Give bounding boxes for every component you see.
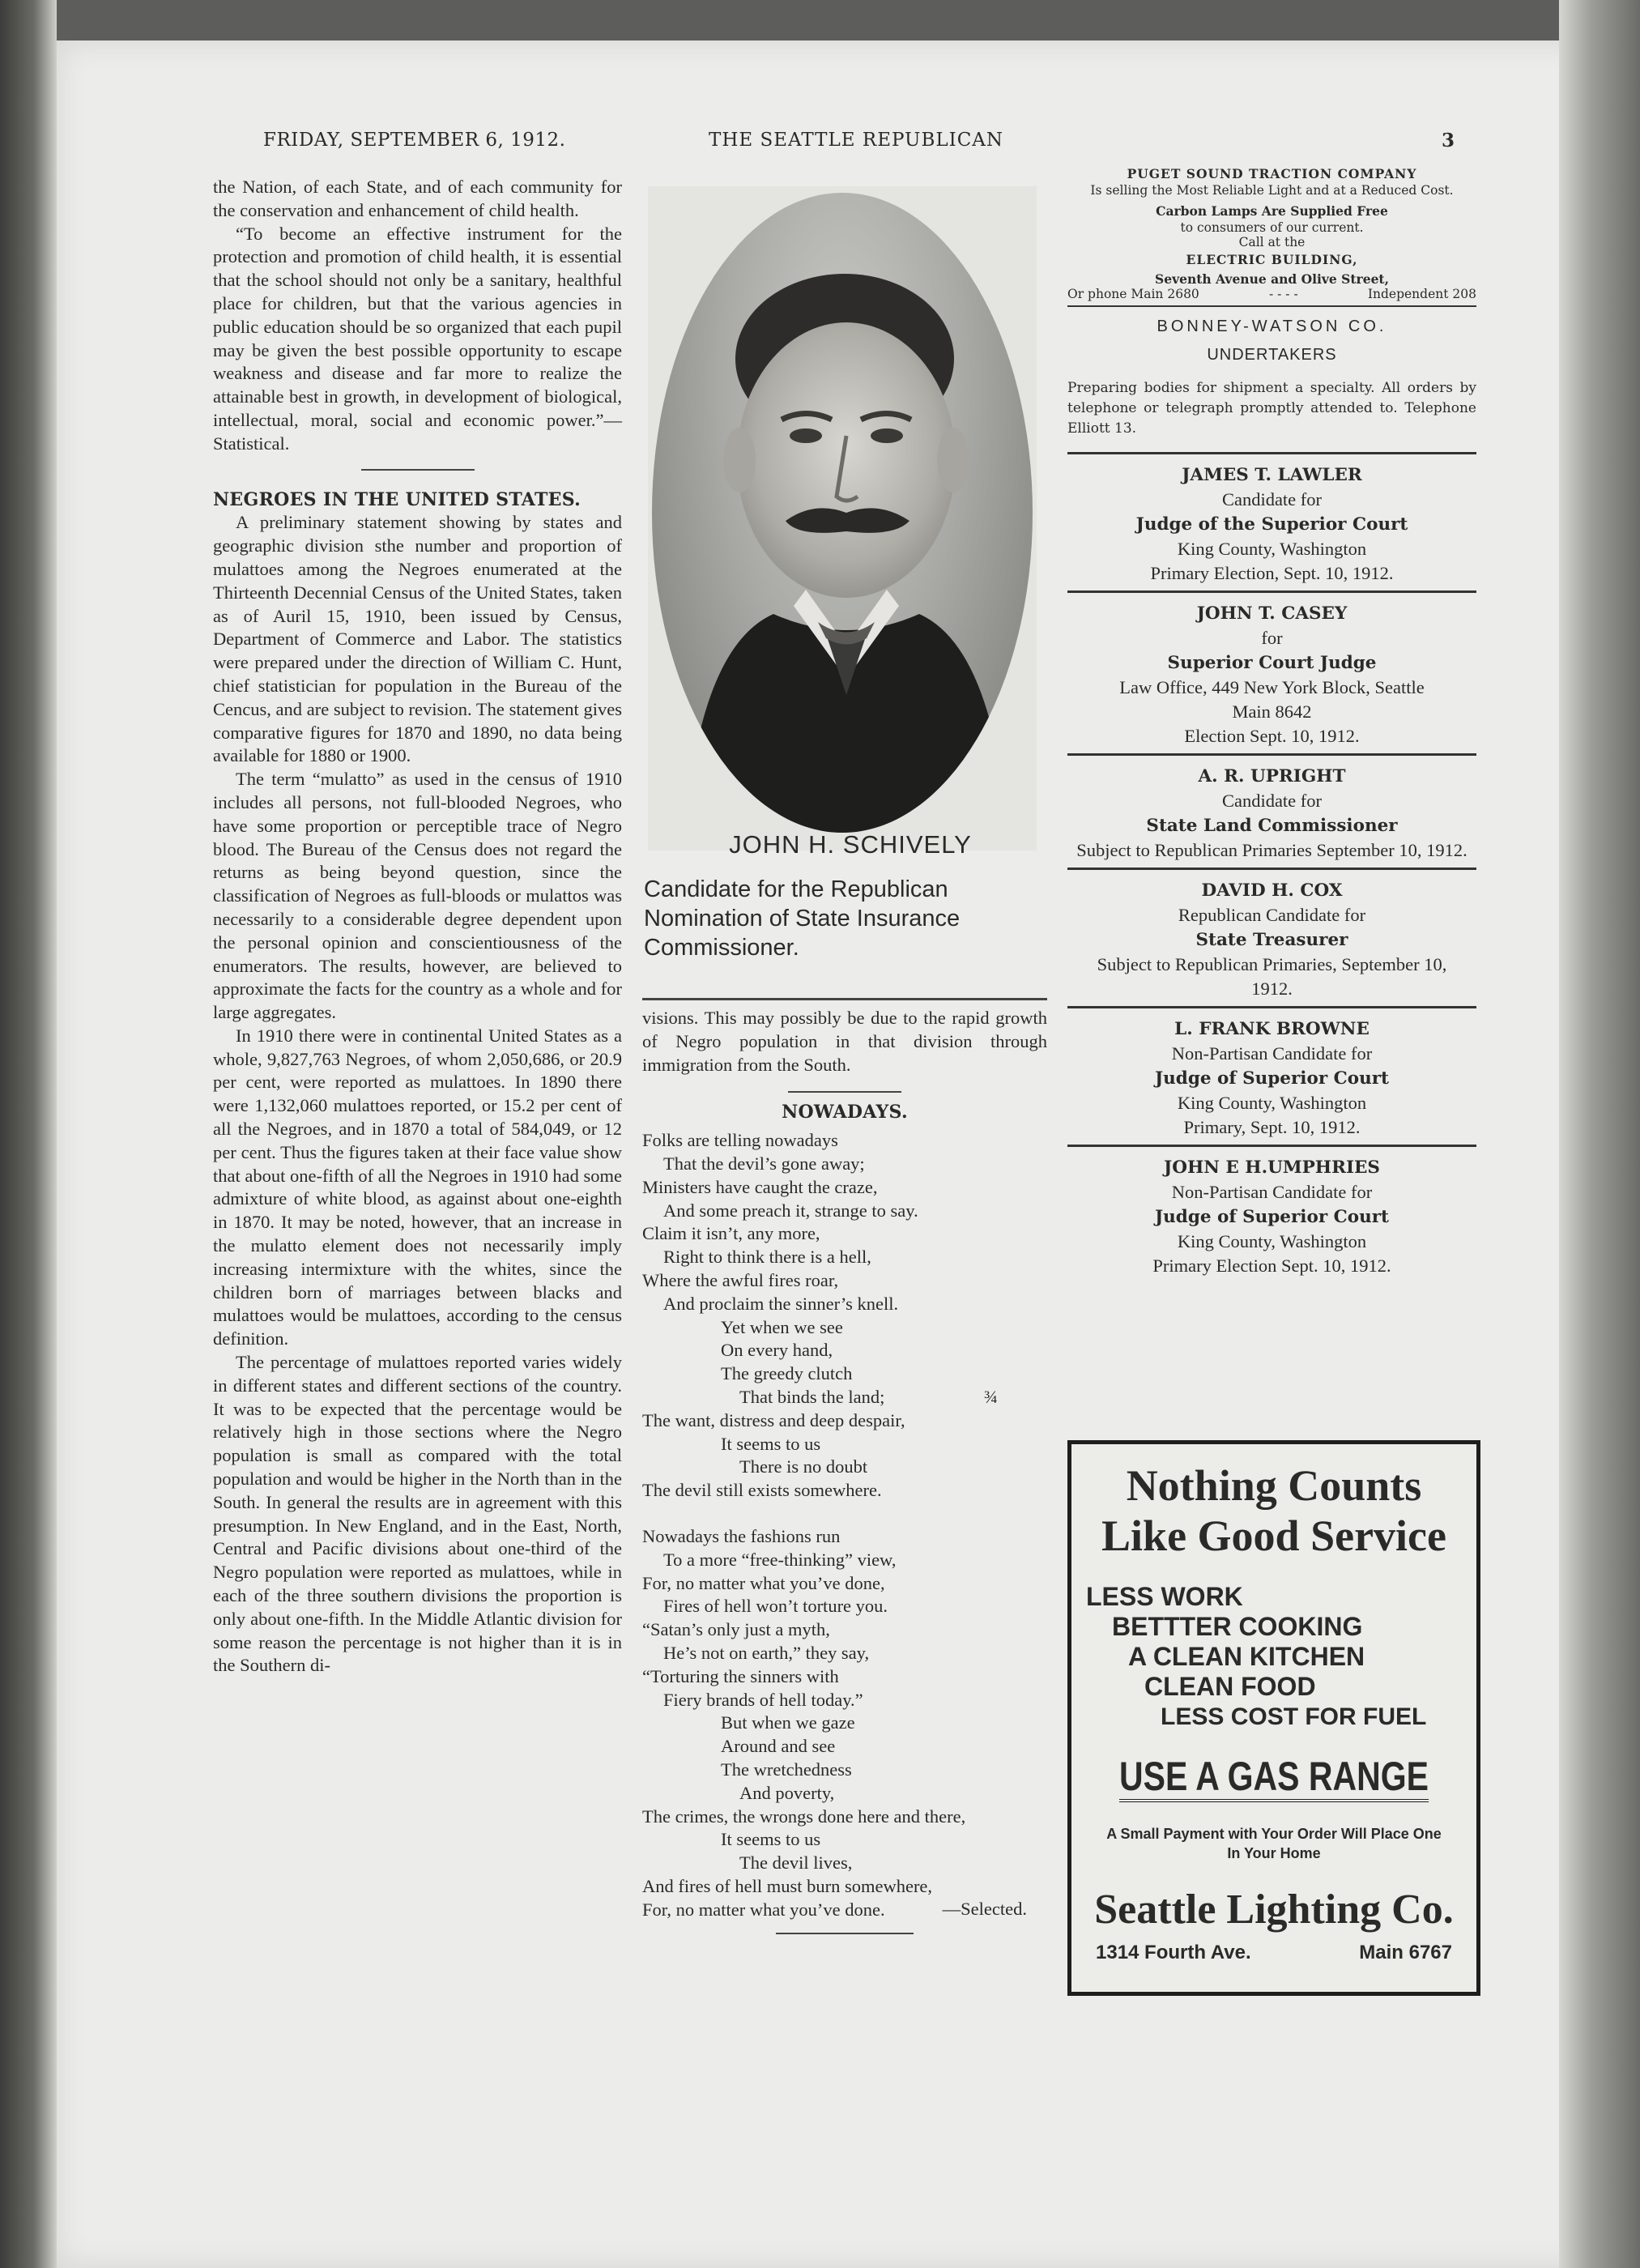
divider bbox=[361, 469, 475, 471]
ad-footer bbox=[1080, 1942, 1468, 1964]
candidate-office: Judge of Superior Court bbox=[1155, 1206, 1389, 1227]
ad-list-item: BETTTER COOKING bbox=[1112, 1612, 1363, 1641]
photo-caption-name: JOHN H. SCHIVELY bbox=[729, 830, 972, 859]
ad-list-item: LESS COST FOR FUEL bbox=[1161, 1703, 1427, 1730]
poem-line: Yet when we see bbox=[721, 1316, 843, 1337]
candidate-card bbox=[1067, 1155, 1476, 1278]
candidate-line: Subject to Republican Primaries, September 10, 1912. bbox=[1097, 953, 1447, 999]
page-number: 3 bbox=[1442, 130, 1455, 151]
bonney-subtitle: UNDERTAKERS bbox=[1207, 345, 1337, 364]
ad-inner bbox=[1071, 1444, 1476, 1964]
poem-line: And some preach it, strange to say. bbox=[663, 1200, 918, 1221]
poem-line: And poverty, bbox=[739, 1782, 835, 1803]
portrait-illustration bbox=[652, 193, 1033, 833]
ad-list-item: CLEAN FOOD bbox=[1144, 1672, 1316, 1701]
traction-line: to consumers of our current. bbox=[1180, 220, 1364, 235]
poem-line: Ministers have caught the craze, bbox=[642, 1176, 878, 1197]
poem-line: That the devil’s gone away; bbox=[663, 1153, 865, 1174]
divider bbox=[788, 1091, 901, 1093]
article-paragraph: A preliminary statement showing by states and geographic division sthe number and proportion of mulattoes among the Negroes enumerated at the Thirteenth Decennial Census of the United States, taken as of Auril 15, 1910, been issued by Census, Department of Commerce and Labor. The statistics were prepared under the direction of William C. Hunt, chief statistician for population in the Bureau of the Cencus, and are subject to revision. The statement gives comparative figures for 1870 and 1890, no data being available for 1880 or 1900. bbox=[213, 512, 622, 766]
bonney-body: Preparing bodies for shipment a specialty. All orders by telephone or telegraph promptly attended to. Telephone Elliott 13. bbox=[1067, 379, 1476, 437]
poem-line: It seems to us bbox=[721, 1433, 821, 1454]
candidate-line: Primary Election, Sept. 10, 1912. bbox=[1150, 562, 1394, 583]
candidate-name: JAMES T. LAWLER bbox=[1182, 464, 1362, 485]
candidate-name: L. FRANK BROWNE bbox=[1174, 1018, 1370, 1039]
poem-line: The wretchedness bbox=[721, 1759, 852, 1780]
poem-line: Fires of hell won’t torture you. bbox=[663, 1596, 888, 1617]
candidate-office: State Treasurer bbox=[1195, 929, 1348, 950]
ad-list-item: A CLEAN KITCHEN bbox=[1128, 1642, 1365, 1671]
ad-headline: Like Good Service bbox=[1101, 1511, 1446, 1560]
article-paragraph: In 1910 there were in continental United States as a whole, 9,827,763 Negroes, of whom 2,050,686, or 20.9 per cent, were reported as mulattoes. In 1890 there were 1,132,060 mulattoes reported, or 15.2 per cent of all the Negroes, and in 1870 a total of 584,049, or 12 per cent. Thus the figures taken at their face value show that about one-fifth of all the Negroes in 1910 had some admixture of white blood, as against about one-eighth in 1870. It may be noted, however, that an increase in the mulatto element does not necessarily imply increasing intermixture with the whites, since the children born of marriages between blacks and mulattoes would be mulattoes, according to the census definition. bbox=[213, 1025, 622, 1349]
poem-line: Claim it isn’t, any more, bbox=[642, 1223, 820, 1244]
candidate-office: State Land Commissioner bbox=[1146, 815, 1398, 836]
ad-list bbox=[1080, 1582, 1468, 1732]
candidate-line: Candidate for bbox=[1221, 488, 1323, 509]
ad-company-name: Seattle Lighting Co. bbox=[1094, 1886, 1454, 1933]
candidate-line: Non-Partisan Candidate for bbox=[1171, 1042, 1373, 1064]
divider bbox=[776, 1933, 914, 1934]
poem-stanza bbox=[642, 1525, 1047, 1922]
poem-line: He’s not on earth,” they say, bbox=[663, 1642, 870, 1663]
portrait-photo bbox=[648, 186, 1037, 850]
candidate-line: King County, Washington bbox=[1177, 1092, 1367, 1113]
candidate-line: Law Office, 449 New York Block, Seattle bbox=[1119, 676, 1425, 697]
divider bbox=[1067, 753, 1476, 756]
divider bbox=[1067, 452, 1476, 454]
candidate-line: Candidate for bbox=[1221, 790, 1323, 811]
poem-line: And fires of hell must burn somewhere, bbox=[642, 1875, 933, 1896]
traction-line: Is selling the Most Reliable Light and at a Reduced Cost. bbox=[1090, 183, 1454, 198]
masthead-paper-title: THE SEATTLE REPUBLICAN bbox=[709, 130, 1004, 151]
poem-line-text: That binds the land; bbox=[739, 1386, 885, 1407]
divider bbox=[1067, 1145, 1476, 1147]
poem-line: The want, distress and deep despair, bbox=[642, 1409, 905, 1430]
candidate-line: Subject to Republican Primaries September 10, 1912. bbox=[1076, 839, 1467, 860]
divider bbox=[1067, 868, 1476, 870]
phone-dashes: - - - - bbox=[1268, 287, 1298, 301]
poem-line: The devil still exists somewhere. bbox=[642, 1480, 882, 1501]
divider bbox=[1067, 1006, 1476, 1008]
poem-line: Where the awful fires roar, bbox=[642, 1269, 839, 1290]
poem-line: On every hand, bbox=[721, 1340, 833, 1361]
candidate-line: for bbox=[1261, 627, 1283, 648]
candidate-card bbox=[1067, 463, 1476, 586]
poem-attribution: —Selected. bbox=[942, 1899, 1027, 1920]
phone-main: Or phone Main 2680 bbox=[1067, 287, 1199, 301]
portrait-oval bbox=[652, 193, 1033, 833]
poem-line: But when we gaze bbox=[721, 1712, 855, 1733]
article-paragraph: The term “mulatto” as used in the census of 1910 includes all persons, not full-blooded Negroes, who have some proportion or perceptible trace of Negro blood. The Bureau of the Census does not regard the returns as being beyond question, since the classification of Negroes as full-bloods or mulattos was necessarily to a considerable degree dependent upon the personal opinion and conscientiousness of the enumerators. The results, however, are believed to approximate the facts for the country as a whole and for large aggregates. bbox=[213, 769, 622, 1023]
candidate-line: Primary, Sept. 10, 1912. bbox=[1183, 1116, 1361, 1137]
candidate-card bbox=[1067, 601, 1476, 748]
poem-line: “Satan’s only just a myth, bbox=[642, 1619, 830, 1640]
traction-ad bbox=[1067, 166, 1476, 301]
poem-title: NOWADAYS. bbox=[782, 1102, 908, 1123]
traction-phone-line bbox=[1067, 288, 1476, 301]
divider bbox=[1067, 305, 1476, 307]
poem-line: The crimes, the wrongs done here and there, bbox=[642, 1805, 966, 1827]
middle-column bbox=[642, 998, 1047, 1934]
poem-line: For, no matter what you’ve done, bbox=[642, 1572, 885, 1593]
poem-line: There is no doubt bbox=[739, 1456, 868, 1477]
traction-line: Seventh Avenue and Olive Street, bbox=[1155, 271, 1389, 287]
poem-line: Fiery brands of hell today.” bbox=[663, 1689, 863, 1710]
article-paragraph: The percentage of mulattoes reported varies widely in different states and different sections of the country. It was to be expected that the percentage would be relatively high in those sections where the Negro population is small as compared with the total population and would be higher in the North than in the South. In general the results are in agreement with this presumption. In New England, and in the East, North, Central and Pacific divisions about one-third of the Negro population were reported as mulattoes, while in each of the three southern divisions the proportion is only about one-fifth. In the Middle Atlantic division for some reason the percentage is not higher than it is in the Southern di- bbox=[213, 1352, 622, 1676]
masthead-date: FRIDAY, SEPTEMBER 6, 1912. bbox=[263, 130, 566, 151]
article-heading: NEGROES IN THE UNITED STATES. bbox=[213, 488, 581, 510]
ad-address: 1314 Fourth Ave. bbox=[1096, 1942, 1251, 1963]
article-paragraph: “To become an effective instrument for the protection and promotion of child health, it is essential that the school should not only be a sanitary, healthful place for children, but that the various agencies in public education should be so organized that each pupil may be given the best possible opportunity to escape weakness and disease and far more to realize the attainable best in growth, in development of biological, intellectual, moral, social and economic power.”—Statistical. bbox=[213, 223, 622, 454]
ad-list-item: LESS WORK bbox=[1086, 1582, 1243, 1611]
candidate-office: Judge of Superior Court bbox=[1155, 1068, 1389, 1089]
candidate-name: A. R. UPRIGHT bbox=[1198, 765, 1346, 787]
candidate-card bbox=[1067, 1017, 1476, 1140]
poem-line: Right to think there is a hell, bbox=[663, 1247, 871, 1268]
candidate-card bbox=[1067, 878, 1476, 1001]
candidate-line: Main 8642 bbox=[1232, 701, 1312, 722]
candidate-line: Primary Election Sept. 10, 1912. bbox=[1152, 1255, 1391, 1276]
candidate-name: JOHN E H.UMPHRIES bbox=[1164, 1157, 1380, 1178]
poem-line bbox=[642, 1386, 1047, 1409]
article-paragraph: the Nation, of each State, and of each community for the conservation and enhancement of child health. bbox=[213, 177, 622, 220]
candidate-line: King County, Washington bbox=[1177, 538, 1367, 559]
candidate-name: JOHN T. CASEY bbox=[1196, 603, 1348, 624]
poem-line: Nowadays the fashions run bbox=[642, 1525, 841, 1546]
poem-line: For, no matter what you’ve done. bbox=[642, 1899, 885, 1920]
bonney-title: BONNEY-WATSON CO. bbox=[1157, 318, 1387, 335]
traction-line: Call at the bbox=[1238, 235, 1306, 249]
poem-line: And proclaim the sinner’s knell. bbox=[663, 1293, 899, 1314]
photo-caption: Candidate for the Republican Nomination of State Insurance Commissioner. bbox=[644, 876, 961, 961]
poem-line: The greedy clutch bbox=[721, 1363, 853, 1384]
divider bbox=[642, 998, 1047, 1000]
candidate-line: King County, Washington bbox=[1177, 1230, 1367, 1251]
candidate-line: Non-Partisan Candidate for bbox=[1171, 1181, 1373, 1202]
candidate-line: Republican Candidate for bbox=[1178, 904, 1366, 925]
ad-small-print: A Small Payment with Your Order Will Place One bbox=[1106, 1826, 1442, 1842]
poem-stanza bbox=[642, 1129, 1047, 1503]
right-column bbox=[1067, 166, 1476, 1278]
ad-cta bbox=[1114, 1753, 1433, 1800]
traction-line: ELECTRIC BUILDING, bbox=[1186, 252, 1358, 267]
candidate-office: Superior Court Judge bbox=[1167, 652, 1377, 673]
ad-cta-text: USE A GAS RANGE bbox=[1119, 1754, 1429, 1802]
poem-line: Around and see bbox=[721, 1736, 836, 1757]
candidate-line: Election Sept. 10, 1912. bbox=[1184, 725, 1360, 746]
article-continuation: visions. This may possibly be due to the rapid growth of Negro population in that division through immigration from the South. bbox=[642, 1008, 1047, 1075]
poem-line: Folks are telling nowadays bbox=[642, 1130, 838, 1151]
scan-edge-right bbox=[1559, 0, 1640, 2268]
seattle-lighting-ad bbox=[1067, 1440, 1480, 1996]
poem-line: “Torturing the sinners with bbox=[642, 1665, 839, 1686]
candidate-card bbox=[1067, 764, 1476, 863]
poem-line: To a more “free-thinking” view, bbox=[663, 1549, 897, 1570]
traction-line: Carbon Lamps Are Supplied Free bbox=[1156, 203, 1388, 219]
phone-independent: Independent 208 bbox=[1367, 287, 1476, 301]
scan-edge-left bbox=[0, 0, 57, 2268]
poem-line: The devil lives, bbox=[739, 1852, 853, 1874]
fraction-mark: ¾ bbox=[984, 1386, 998, 1407]
divider bbox=[1067, 590, 1476, 593]
traction-title: PUGET SOUND TRACTION COMPANY bbox=[1127, 166, 1417, 181]
poem-line: It seems to us bbox=[721, 1829, 821, 1850]
ad-small-print: In Your Home bbox=[1227, 1845, 1321, 1861]
left-column bbox=[213, 176, 622, 1678]
candidate-name: DAVID H. COX bbox=[1201, 880, 1343, 901]
ad-headline: Nothing Counts bbox=[1126, 1461, 1422, 1510]
ad-phone: Main 6767 bbox=[1359, 1942, 1452, 1963]
candidate-office: Judge of the Superior Court bbox=[1135, 514, 1408, 535]
bonney-watson-ad bbox=[1067, 315, 1476, 439]
